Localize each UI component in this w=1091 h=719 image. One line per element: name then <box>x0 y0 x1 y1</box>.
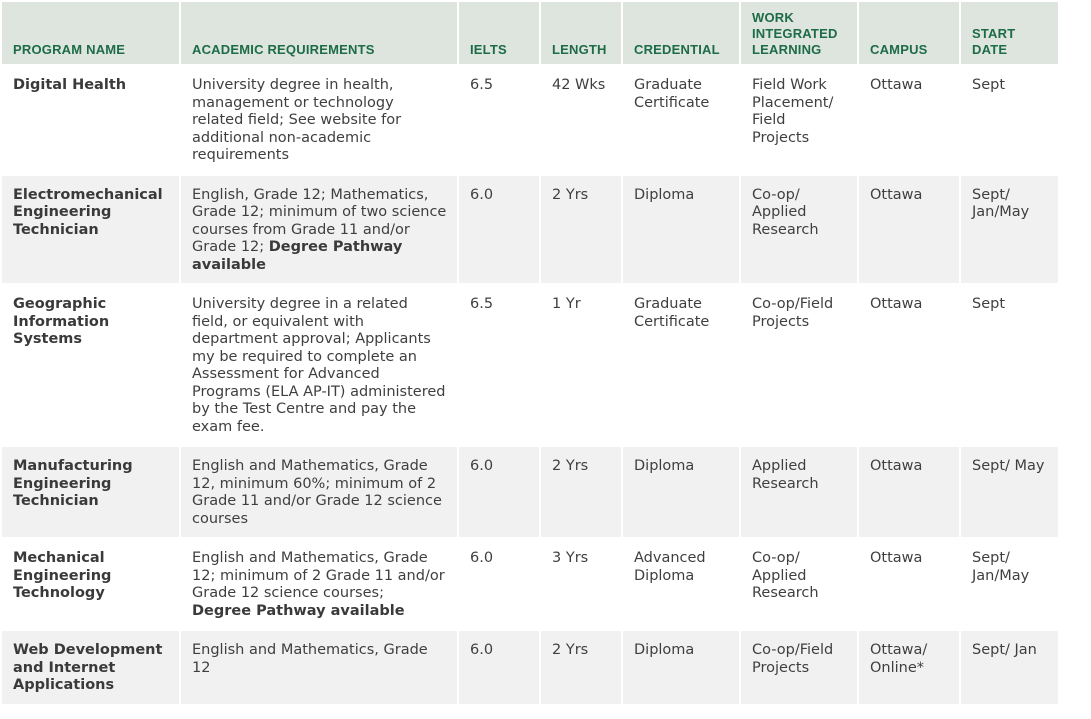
credential: Advanced Diploma <box>623 539 739 629</box>
header-ielts: IELTS <box>459 2 539 64</box>
header-program-name: PROGRAM NAME <box>2 2 179 64</box>
credential: Diploma <box>623 447 739 537</box>
requirements-text: University degree in health, management or technology related field; See website for additional non-academic requirements <box>192 77 402 163</box>
credential: Diploma <box>623 176 739 284</box>
header-start-date: START DATE <box>961 2 1058 64</box>
start-date: Sept/ May <box>961 447 1058 537</box>
table-row <box>2 285 1058 445</box>
program-name: Electromechanical Engineering Technician <box>2 176 179 284</box>
work-integrated-learning: Co-op/Field Projects <box>741 631 857 704</box>
academic-requirements <box>181 285 457 445</box>
program-length: 1 Yr <box>541 285 621 445</box>
academic-requirements <box>181 66 457 174</box>
start-date: Sept <box>961 285 1058 445</box>
campus: Ottawa <box>859 539 959 629</box>
ielts-score: 6.5 <box>459 66 539 174</box>
work-integrated-learning: Applied Research <box>741 447 857 537</box>
requirements-emphasis: Degree Pathway available <box>192 239 403 273</box>
table-row <box>2 66 1058 174</box>
credential: Graduate Certificate <box>623 285 739 445</box>
header-row <box>2 2 1058 64</box>
start-date: Sept/ Jan <box>961 631 1058 704</box>
requirements-text: English and Mathematics, Grade 12; minimum of 2 Grade 11 and/or Grade 12 science courses; <box>192 550 445 601</box>
ielts-score: 6.0 <box>459 539 539 629</box>
program-name: Digital Health <box>2 66 179 174</box>
credential: Graduate Certificate <box>623 66 739 174</box>
program-name: Geographic Information Systems <box>2 285 179 445</box>
work-integrated-learning: Co-op/Field Projects <box>741 285 857 445</box>
program-name: Web Development and Internet Applications <box>2 631 179 704</box>
program-name: Manufacturing Engineering Technician <box>2 447 179 537</box>
ielts-score: 6.5 <box>459 285 539 445</box>
table-row <box>2 631 1058 704</box>
academic-requirements <box>181 447 457 537</box>
header-academic-requirements: ACADEMIC REQUIREMENTS <box>181 2 457 64</box>
work-integrated-learning: Co-op/ Applied Research <box>741 176 857 284</box>
ielts-score: 6.0 <box>459 447 539 537</box>
academic-requirements <box>181 539 457 629</box>
program-length: 42 Wks <box>541 66 621 174</box>
start-date: Sept <box>961 66 1058 174</box>
campus: Ottawa <box>859 176 959 284</box>
campus: Ottawa <box>859 66 959 174</box>
header-credential: CREDENTIAL <box>623 2 739 64</box>
academic-requirements <box>181 631 457 704</box>
requirements-text: English and Mathematics, Grade 12 <box>192 642 428 676</box>
work-integrated-learning: Field Work Placement/ Field Projects <box>741 66 857 174</box>
program-length: 2 Yrs <box>541 176 621 284</box>
program-name: Mechanical Engineering Technology <box>2 539 179 629</box>
program-length: 2 Yrs <box>541 631 621 704</box>
ielts-score: 6.0 <box>459 176 539 284</box>
academic-requirements <box>181 176 457 284</box>
campus: Ottawa <box>859 285 959 445</box>
header-campus: CAMPUS <box>859 2 959 64</box>
table-row <box>2 539 1058 629</box>
program-length: 3 Yrs <box>541 539 621 629</box>
start-date: Sept/ Jan/May <box>961 176 1058 284</box>
table-row <box>2 176 1058 284</box>
header-length: LENGTH <box>541 2 621 64</box>
requirements-text: English and Mathematics, Grade 12, minimum 60%; minimum of 2 Grade 11 and/or Grade 12 science courses <box>192 458 442 527</box>
requirements-emphasis: Degree Pathway available <box>192 602 405 619</box>
campus: Ottawa <box>859 447 959 537</box>
campus: Ottawa/ Online* <box>859 631 959 704</box>
requirements-text: University degree in a related field, or equivalent with department approval; Applicants my be required to complete an Assessment for Advanced Programs (ELA AP-IT) administered by the Test Centre and pay the exam fee. <box>192 296 446 435</box>
requirements-text: English, Grade 12; Mathematics, Grade 12; minimum of two science courses from Grade 11 and/or Grade 12; <box>192 186 447 255</box>
work-integrated-learning: Co-op/ Applied Research <box>741 539 857 629</box>
credential: Diploma <box>623 631 739 704</box>
start-date: Sept/ Jan/May <box>961 539 1058 629</box>
table-row <box>2 447 1058 537</box>
program-length: 2 Yrs <box>541 447 621 537</box>
header-work-integrated-learning: WORK INTEGRATED LEARNING <box>741 2 857 64</box>
ielts-score: 6.0 <box>459 631 539 704</box>
